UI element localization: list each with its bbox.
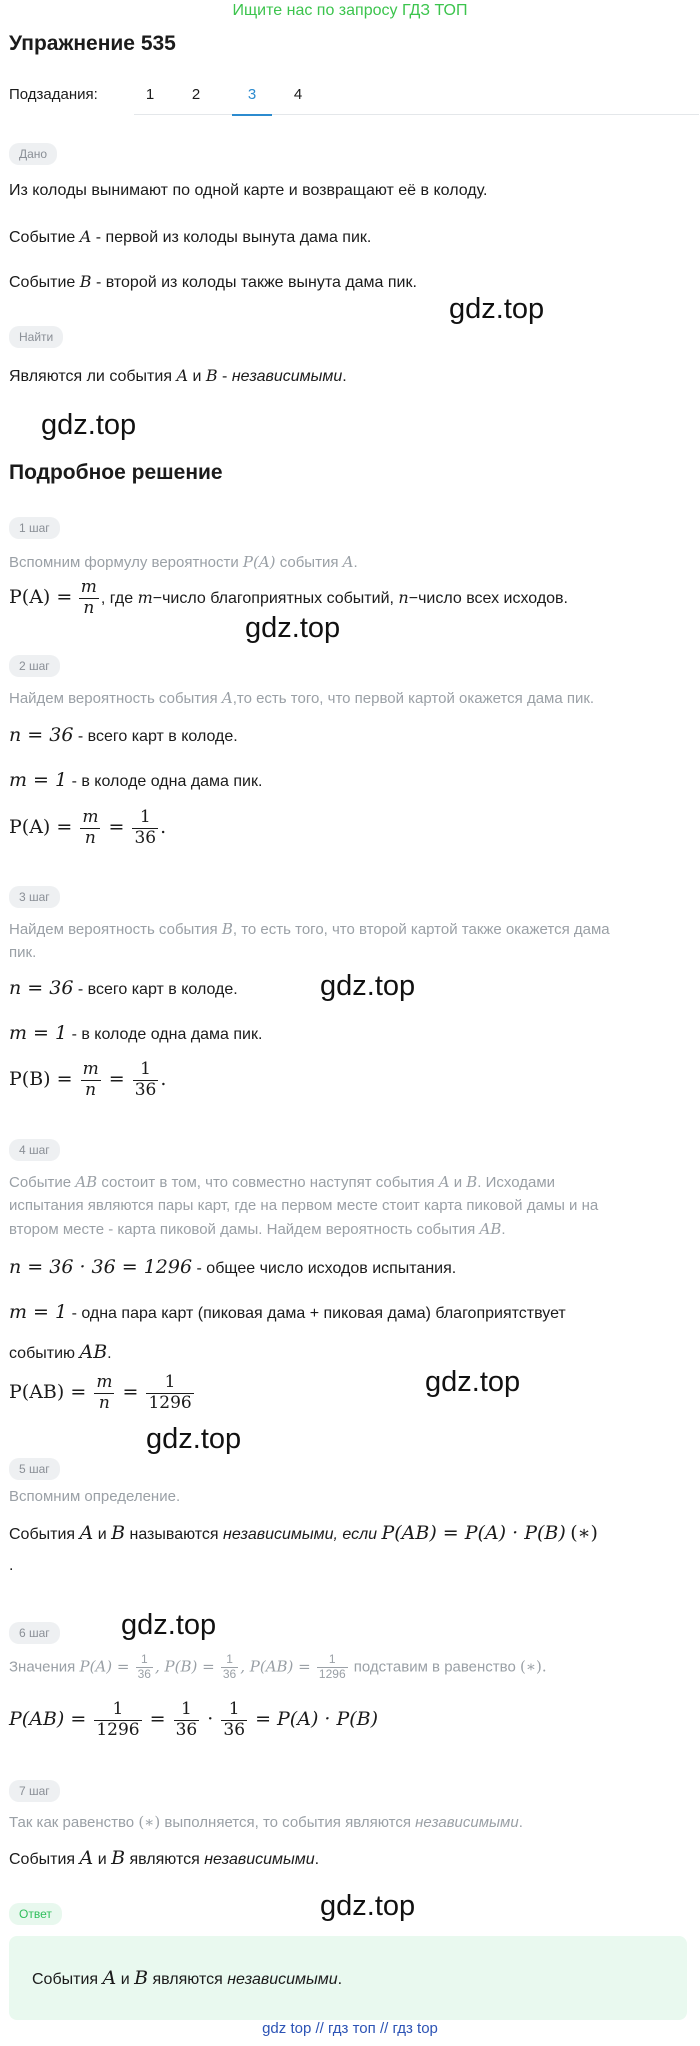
step4-formula: P(AB) = $\frac{m}{n}$ = $\frac{1}{1296}$ — [9, 1372, 192, 1413]
step5-dot: . — [9, 1557, 14, 1574]
page-title: Упражнение 535 — [9, 32, 176, 55]
active-tab-indicator — [232, 114, 272, 116]
step-badge: 2 шаг — [9, 655, 60, 677]
watermark: gdz.top — [425, 1366, 521, 1398]
step2-hint: Найдем вероятность события A,то есть того, что первой картой окажется дама пик. — [9, 689, 595, 707]
step-badge: 7 шаг — [9, 1780, 60, 1802]
step3-hint-cont: пик. — [9, 944, 37, 961]
step7-conclusion: События A и B являются независимыми. — [9, 1847, 320, 1869]
step5-hint: Вспомним определение. — [9, 1488, 181, 1505]
bottom-link-3[interactable]: гдз top — [392, 2020, 438, 2037]
step2-n-line: n = 36 - всего карт в колоде. — [9, 724, 238, 746]
given-text-2: Событие A - первой из колоды вынута дама пик. — [9, 227, 372, 246]
step1-formula-line: P(A) = $\frac{m}{n}$ , где m−число благоприятных событий, n−число всех исходов. — [9, 577, 568, 618]
solution-heading: Подробное решение — [9, 461, 223, 484]
find-text: Являются ли события A и B - независимыми. — [9, 366, 347, 385]
step5-definition: События A и B называются независимыми, если P(AB) = P(A) · P(B) (∗) — [9, 1522, 598, 1544]
tab-3[interactable]: 3 — [247, 86, 257, 103]
step4-m-line-cont: событию AB. — [9, 1341, 112, 1363]
bottom-link-2[interactable]: гдз топ — [328, 2020, 376, 2037]
step3-m-line: m = 1 - в колоде одна дама пик. — [9, 1022, 263, 1044]
watermark: gdz.top — [320, 970, 416, 1002]
step-badge: 3 шаг — [9, 886, 60, 908]
watermark: gdz.top — [146, 1423, 242, 1455]
answer-badge: Ответ — [9, 1903, 62, 1925]
step4-n-line: n = 36 · 36 = 1296 - общее число исходов испытания. — [9, 1256, 457, 1278]
step1-hint: Вспомним формулу вероятности P(A) события A. — [9, 553, 358, 571]
tab-1[interactable]: 1 — [145, 86, 155, 103]
given-badge: Дано — [9, 143, 57, 165]
step3-formula: P(B) = $\frac{m}{n}$ = $\frac{1}{36}$ . — [9, 1059, 167, 1100]
watermark: gdz.top — [320, 1890, 416, 1922]
bottom-links — [0, 2020, 700, 2037]
step4-hint-3: втором месте - карта пиковой дамы. Найдем вероятность события AB. — [9, 1220, 506, 1238]
bottom-link-1[interactable]: gdz top — [262, 2020, 312, 2037]
answer-text: События A и B являются независимыми. — [32, 1967, 343, 1989]
watermark: gdz.top — [449, 293, 545, 325]
answer-box — [9, 1936, 687, 2020]
given-text-1: Из колоды вынимают по одной карте и возвращают её в колоду. — [9, 182, 488, 199]
given-text-3: Событие B - второй из колоды также вынута дама пик. — [9, 272, 417, 291]
find-badge: Найти — [9, 326, 63, 348]
step7-hint: Так как равенство (∗) выполняется, то события являются независимыми. — [9, 1813, 523, 1831]
step4-hint-2: испытания являются пары карт, где на первом месте стоит карта пиковой дамы и на — [9, 1197, 599, 1214]
step-badge: 4 шаг — [9, 1139, 60, 1161]
tab-divider — [134, 114, 699, 115]
step2-formula: P(A) = $\frac{m}{n}$ = $\frac{1}{36}$ . — [9, 807, 167, 848]
step-badge: 6 шаг — [9, 1622, 60, 1644]
step6-formula: P(AB) = $\frac{1}{1296}$ = $\frac{1}{36}$ · $\frac{1}{36}$ = P(A) · P(B) — [9, 1699, 379, 1740]
watermark: gdz.top — [121, 1609, 217, 1641]
step3-n-line: n = 36 - всего карт в колоде. — [9, 977, 238, 999]
step4-m-line: m = 1 - одна пара карт (пиковая дама + пиковая дама) благоприятствует — [9, 1301, 566, 1323]
step3-hint: Найдем вероятность события B, то есть того, что второй картой также окажется дама — [9, 920, 610, 938]
link-separator: // — [379, 2020, 389, 2037]
subtasks-label: Подзадания: — [9, 86, 98, 103]
link-separator: // — [315, 2020, 324, 2037]
step6-hint: Значения P(A) = $\frac{1}{36}$ , P(B) = $\frac{1}{36}$ , P(AB) = $\frac{1}{1296}$ подставим в равенство (∗). — [9, 1652, 547, 1681]
watermark: gdz.top — [245, 612, 341, 644]
step-badge: 5 шаг — [9, 1458, 60, 1480]
tab-4[interactable]: 4 — [293, 86, 303, 103]
tab-2[interactable]: 2 — [191, 86, 201, 103]
top-ad-banner[interactable]: Ищите нас по запросу ГДЗ ТОП — [232, 2, 468, 19]
watermark: gdz.top — [41, 409, 137, 441]
step4-hint-1: Событие AB состоит в том, что совместно наступят события A и B. Исходами — [9, 1173, 556, 1191]
step-badge: 1 шаг — [9, 517, 60, 539]
step2-m-line: m = 1 - в колоде одна дама пик. — [9, 769, 263, 791]
